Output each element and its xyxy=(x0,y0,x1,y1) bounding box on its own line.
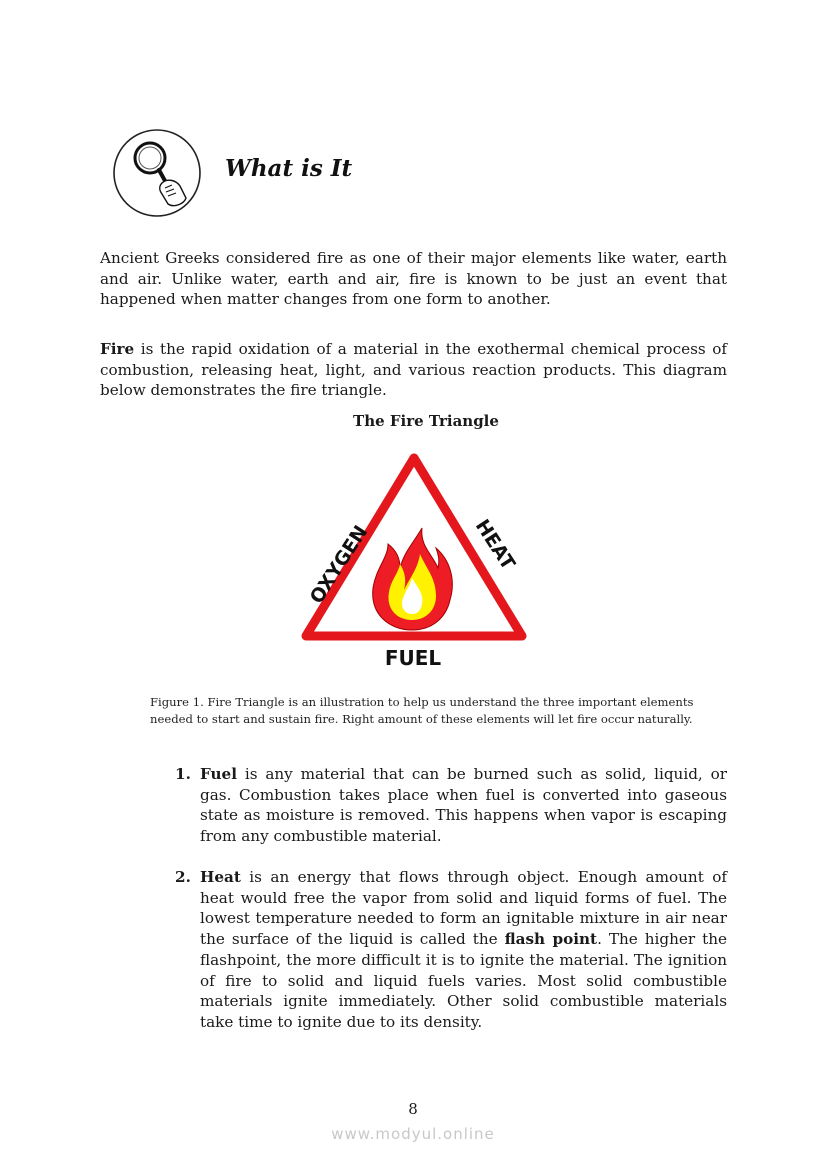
figure-title: The Fire Triangle xyxy=(353,412,499,430)
page-title: What is It xyxy=(225,155,353,182)
oxygen-label: OXYGEN xyxy=(305,521,373,608)
flame-icon xyxy=(373,528,453,630)
list-item xyxy=(175,867,727,1033)
magnifying-glass-icon xyxy=(112,128,202,218)
flash-point-term: flash point xyxy=(504,930,598,949)
page-number: 8 xyxy=(408,1100,418,1118)
watermark: www.modyul.online xyxy=(331,1125,495,1143)
list-text: is any material that can be burned such as solid, liquid, or gas. Combustion takes place when fuel is converted into gaseous state as moisture is removed. This happens when vapor is escaping from any combustible material. xyxy=(200,765,727,846)
definition-term: Fire xyxy=(100,340,135,358)
list-text-before: is an energy that flows through object. Enough amount of heat would free the vapor from solid and liquid forms of fuel. The lowest temperature needed to form an ignitable mixture in air near the surface of the liquid is called the xyxy=(200,868,727,949)
list-term: Heat xyxy=(200,868,241,886)
definition-paragraph xyxy=(100,339,727,401)
list-number: 2. xyxy=(175,868,191,886)
list-text-after: . The higher the flashpoint, the more difficult it is to ignite the material. The ignition of fire to solid and liquid fuels varies. Most solid combustible materials ignite immediately. Other solid combustible materials take time to ignite due to its density. xyxy=(200,930,727,1031)
definition-text: is the rapid oxidation of a material in the exothermal chemical process of combustion, releasing heat, light, and various reaction products. This diagram below demonstrates the fire triangle. xyxy=(100,340,727,400)
heat-label: HEAT xyxy=(470,515,520,574)
fuel-label: FUEL xyxy=(384,646,442,670)
list-number: 1. xyxy=(175,765,191,783)
figure-caption: Figure 1. Fire Triangle is an illustration to help us understand the three important elements needed to start and sustain fire. Right amount of these elements will let fire occur naturally. xyxy=(150,695,694,726)
intro-paragraph: Ancient Greeks considered fire as one of their major elements like water, earth and air. Unlike water, earth and air, fire is known to be just an event that happened when matter changes from one form to another. xyxy=(100,249,727,309)
fire-triangle-diagram xyxy=(300,450,528,672)
list-term: Fuel xyxy=(200,765,237,783)
list-item xyxy=(175,764,727,847)
